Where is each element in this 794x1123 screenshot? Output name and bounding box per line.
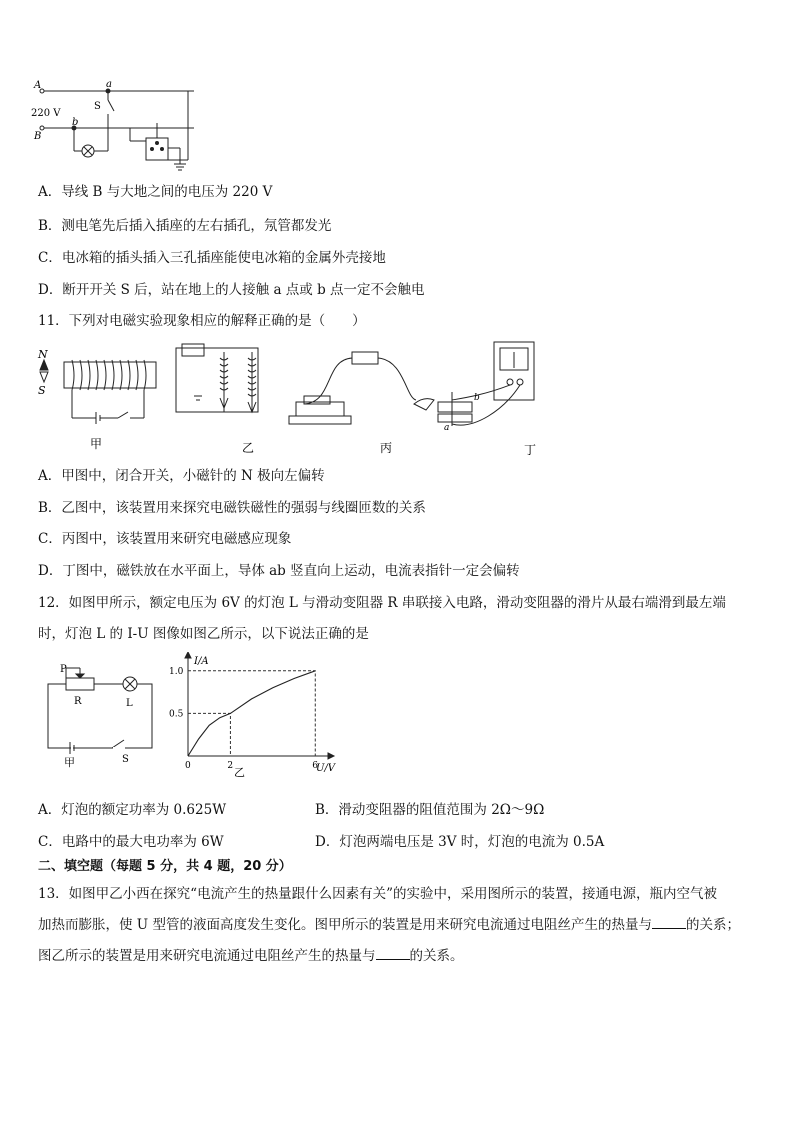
q11-option-a: A．甲图中，闭合开关，小磁针的 N 极向左偏转 [38, 468, 325, 484]
x-axis-label: U/V [316, 763, 336, 774]
y-tick-label: 0.5 [169, 709, 184, 720]
q13-line2-text-a: 加热而膨胀，使 U 型管的液面高度发生变化。图甲所示的装置是用来研究电流通过电阻丝产生的热量与 [38, 917, 652, 933]
lamp-label-L: L [126, 698, 133, 709]
fig-label-yi: 乙 [242, 441, 255, 455]
q10-option-b: B．测电笔先后插入插座的左右插孔，氖管都发光 [38, 218, 332, 234]
q13-line2 [38, 916, 740, 934]
q12-option-d: D．灯泡两端电压是 3V 时，灯泡的电流为 0.5A [315, 834, 605, 850]
q10-option-a: A．导线 B 与大地之间的电压为 220 V [38, 184, 273, 200]
fig-label-bing: 丙 [380, 441, 393, 455]
iu-curve [188, 671, 315, 756]
fig-label-jia: 甲 [90, 437, 103, 451]
q12-stem-line1: 12．如图甲所示，额定电压为 6V 的灯泡 L 与滑动变阻器 R 串联接入电路，滑动变阻器的滑片从最右端滑到最左端 [38, 595, 726, 611]
rheostat-label-R: R [74, 696, 82, 707]
q13-line2-text-b: 的关系； [685, 917, 740, 933]
iu-chart [168, 652, 348, 778]
q12-stem-line2: 时，灯泡 L 的 I-U 图像如图乙所示，以下说法正确的是 [38, 626, 369, 642]
household-circuit-figure [30, 78, 210, 173]
guide-line-1 [188, 671, 315, 756]
x-tick-label: 6 [312, 761, 319, 771]
x-tick-label: 2 [227, 761, 234, 771]
q13-line3-text-b: 的关系。 [409, 948, 464, 964]
point-label-a: a [106, 79, 112, 90]
x-tick-label: 0 [185, 761, 191, 771]
conductor-label-b: b [474, 393, 480, 403]
conductor-label-a: a [444, 423, 450, 433]
q11-stem: 11．下列对电磁实验现象相应的解释正确的是（ ） [38, 313, 366, 329]
q11-option-b: B．乙图中，该装置用来探究电磁铁磁性的强弱与线圈匝数的关系 [38, 500, 426, 516]
caption-jia: 甲 [64, 756, 75, 769]
q12-option-c: C．电路中的最大电功率为 6W [38, 834, 224, 850]
wire-label-A: A [34, 80, 42, 91]
electromagnet-experiments-figure [34, 340, 564, 460]
y-tick-label: 1.0 [169, 666, 184, 677]
caption-yi: 乙 [234, 766, 245, 778]
q11-option-d: D．丁图中，磁铁放在水平面上，导体 ab 竖直向上运动，电流表指针一定会偏转 [38, 563, 520, 579]
guide-line-0 [188, 713, 230, 756]
voltage-label: 220 V [31, 108, 61, 119]
y-axis-label: I/A [194, 656, 209, 667]
compass-label-S: S [38, 384, 46, 397]
q12-circuit-figure [40, 660, 160, 770]
fig-label-ding: 丁 [524, 443, 537, 457]
q12-option-b: B．滑动变阻器的阻值范围为 2Ω～9Ω [315, 802, 545, 818]
wire-label-B: B [34, 131, 42, 142]
q13-line3-text-a: 图乙所示的装置是用来研究电流通过电阻丝产生的热量与 [38, 948, 376, 964]
slider-label-P: P [60, 664, 67, 675]
switch-label-S-q12: S [122, 754, 129, 765]
q13-line3 [38, 947, 464, 965]
q10-option-d: D．断开开关 S 后，站在地上的人接触 a 点或 b 点一定不会触电 [38, 282, 425, 298]
q13-blank-2[interactable] [376, 947, 410, 960]
switch-label-S: S [94, 101, 101, 112]
q13-blank-1[interactable] [652, 916, 686, 929]
section-heading: 二、填空题（每题 5 分，共 4 题，20 分） [38, 859, 292, 874]
point-label-b: b [72, 117, 79, 128]
q13-line1: 13．如图甲乙小西在探究“电流产生的热量跟什么因素有关”的实验中，采用图所示的装置，接通电源，瓶内空气被 [38, 886, 717, 902]
q11-option-c: C．丙图中，该装置用来研究电磁感应现象 [38, 531, 292, 547]
compass-label-N: N [38, 348, 48, 361]
q10-option-c: C．电冰箱的插头插入三孔插座能使电冰箱的金属外壳接地 [38, 250, 386, 266]
q12-option-a: A．灯泡的额定功率为 0.625W [38, 802, 227, 818]
